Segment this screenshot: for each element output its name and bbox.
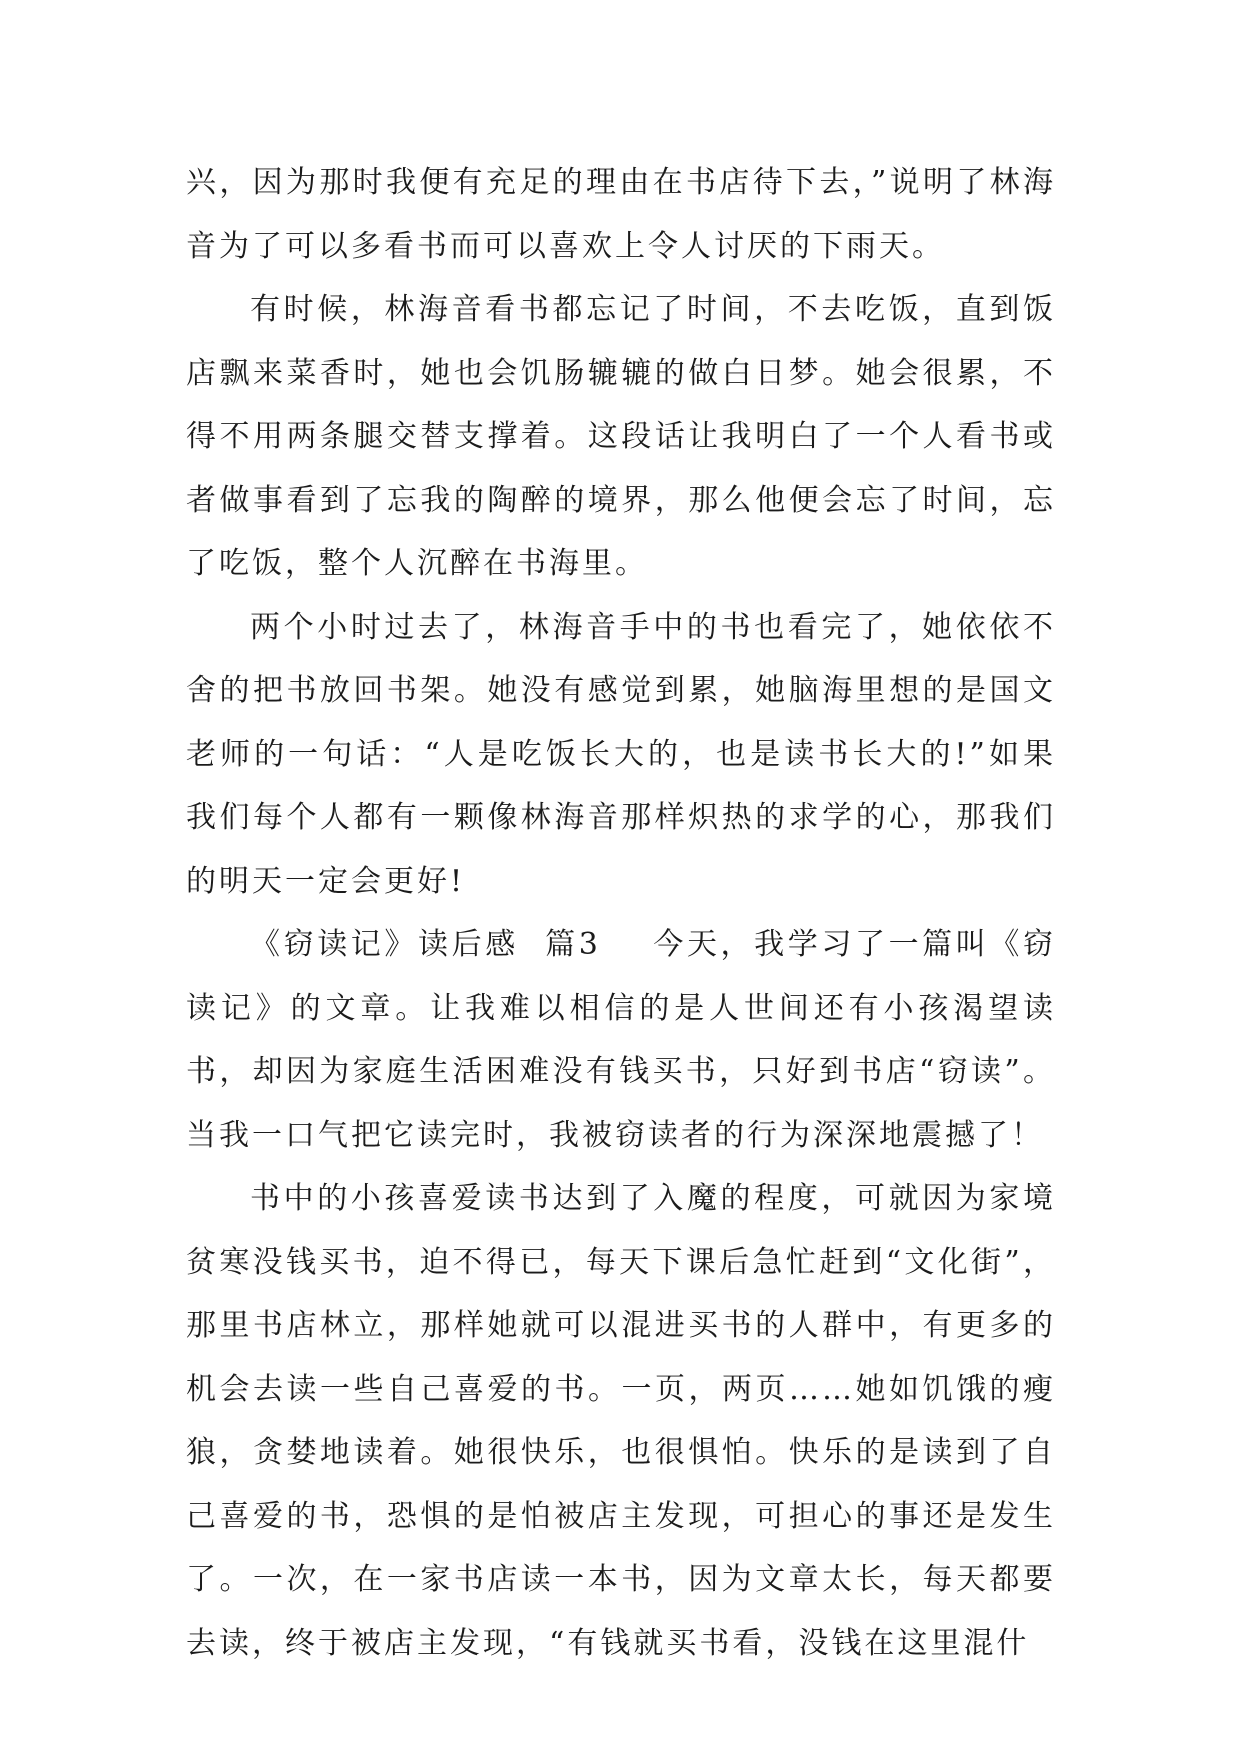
body-text [186,151,1069,1675]
paragraph-2: 有时候，林海音看书都忘记了时间，不去吃饭，直到饭店飘来菜香时，她也会饥肠辘辘的做白日梦。她会很累，不得不用两条腿交替支撑着。这段话让我明白了一个人看书或者做事看到了忘我的陶醉的境界，那么他便会忘了时间，忘了吃饭，整个人沉醉在书海里。 [186,292,1056,581]
paragraph-1: 兴，因为那时我便有充足的理由在书店待下去，”说明了林海音为了可以多看书而可以喜欢上令人讨厌的下雨天。 [186,165,1056,264]
paragraph-5: 书中的小孩喜爱读书达到了入魔的程度，可就因为家境贫寒没钱买书，迫不得已，每天下课后急忙赶到“文化街”，那里书店林立，那样她就可以混进买书的人群中，有更多的机会去读一些自己喜爱的书。一页，两页……她如饥饿的瘦狼，贪婪地读着。她很快乐，也很惧怕。快乐的是读到了自己喜爱的书，恐惧的是怕被店主发现，可担心的事还是发生了。一次，在一家书店读一本书，因为文章太长，每天都要去读，终于被店主发现，“有钱就买书看，没钱在这里混什 [186,1181,1056,1661]
paragraph-4: 《窃读记》读后感 篇3 今天，我学习了一篇叫《窃读记》的文章。让我难以相信的是人世间还有小孩渴望读书，却因为家庭生活困难没有钱买书，只好到书店“窃读”。 当我一口气把它读完时，我被窃读者的行为深深地震撼了！ [186,927,1069,1153]
paragraph-3: 两个小时过去了，林海音手中的书也看完了，她依依不舍的把书放回书架。她没有感觉到累，她脑海里想的是国文老师的一句话：“人是吃饭长大的，也是读书长大的!”如果我们每个人都有一颗像林海音那样炽热的求学的心，那我们的明天一定会更好! [186,609,1056,899]
